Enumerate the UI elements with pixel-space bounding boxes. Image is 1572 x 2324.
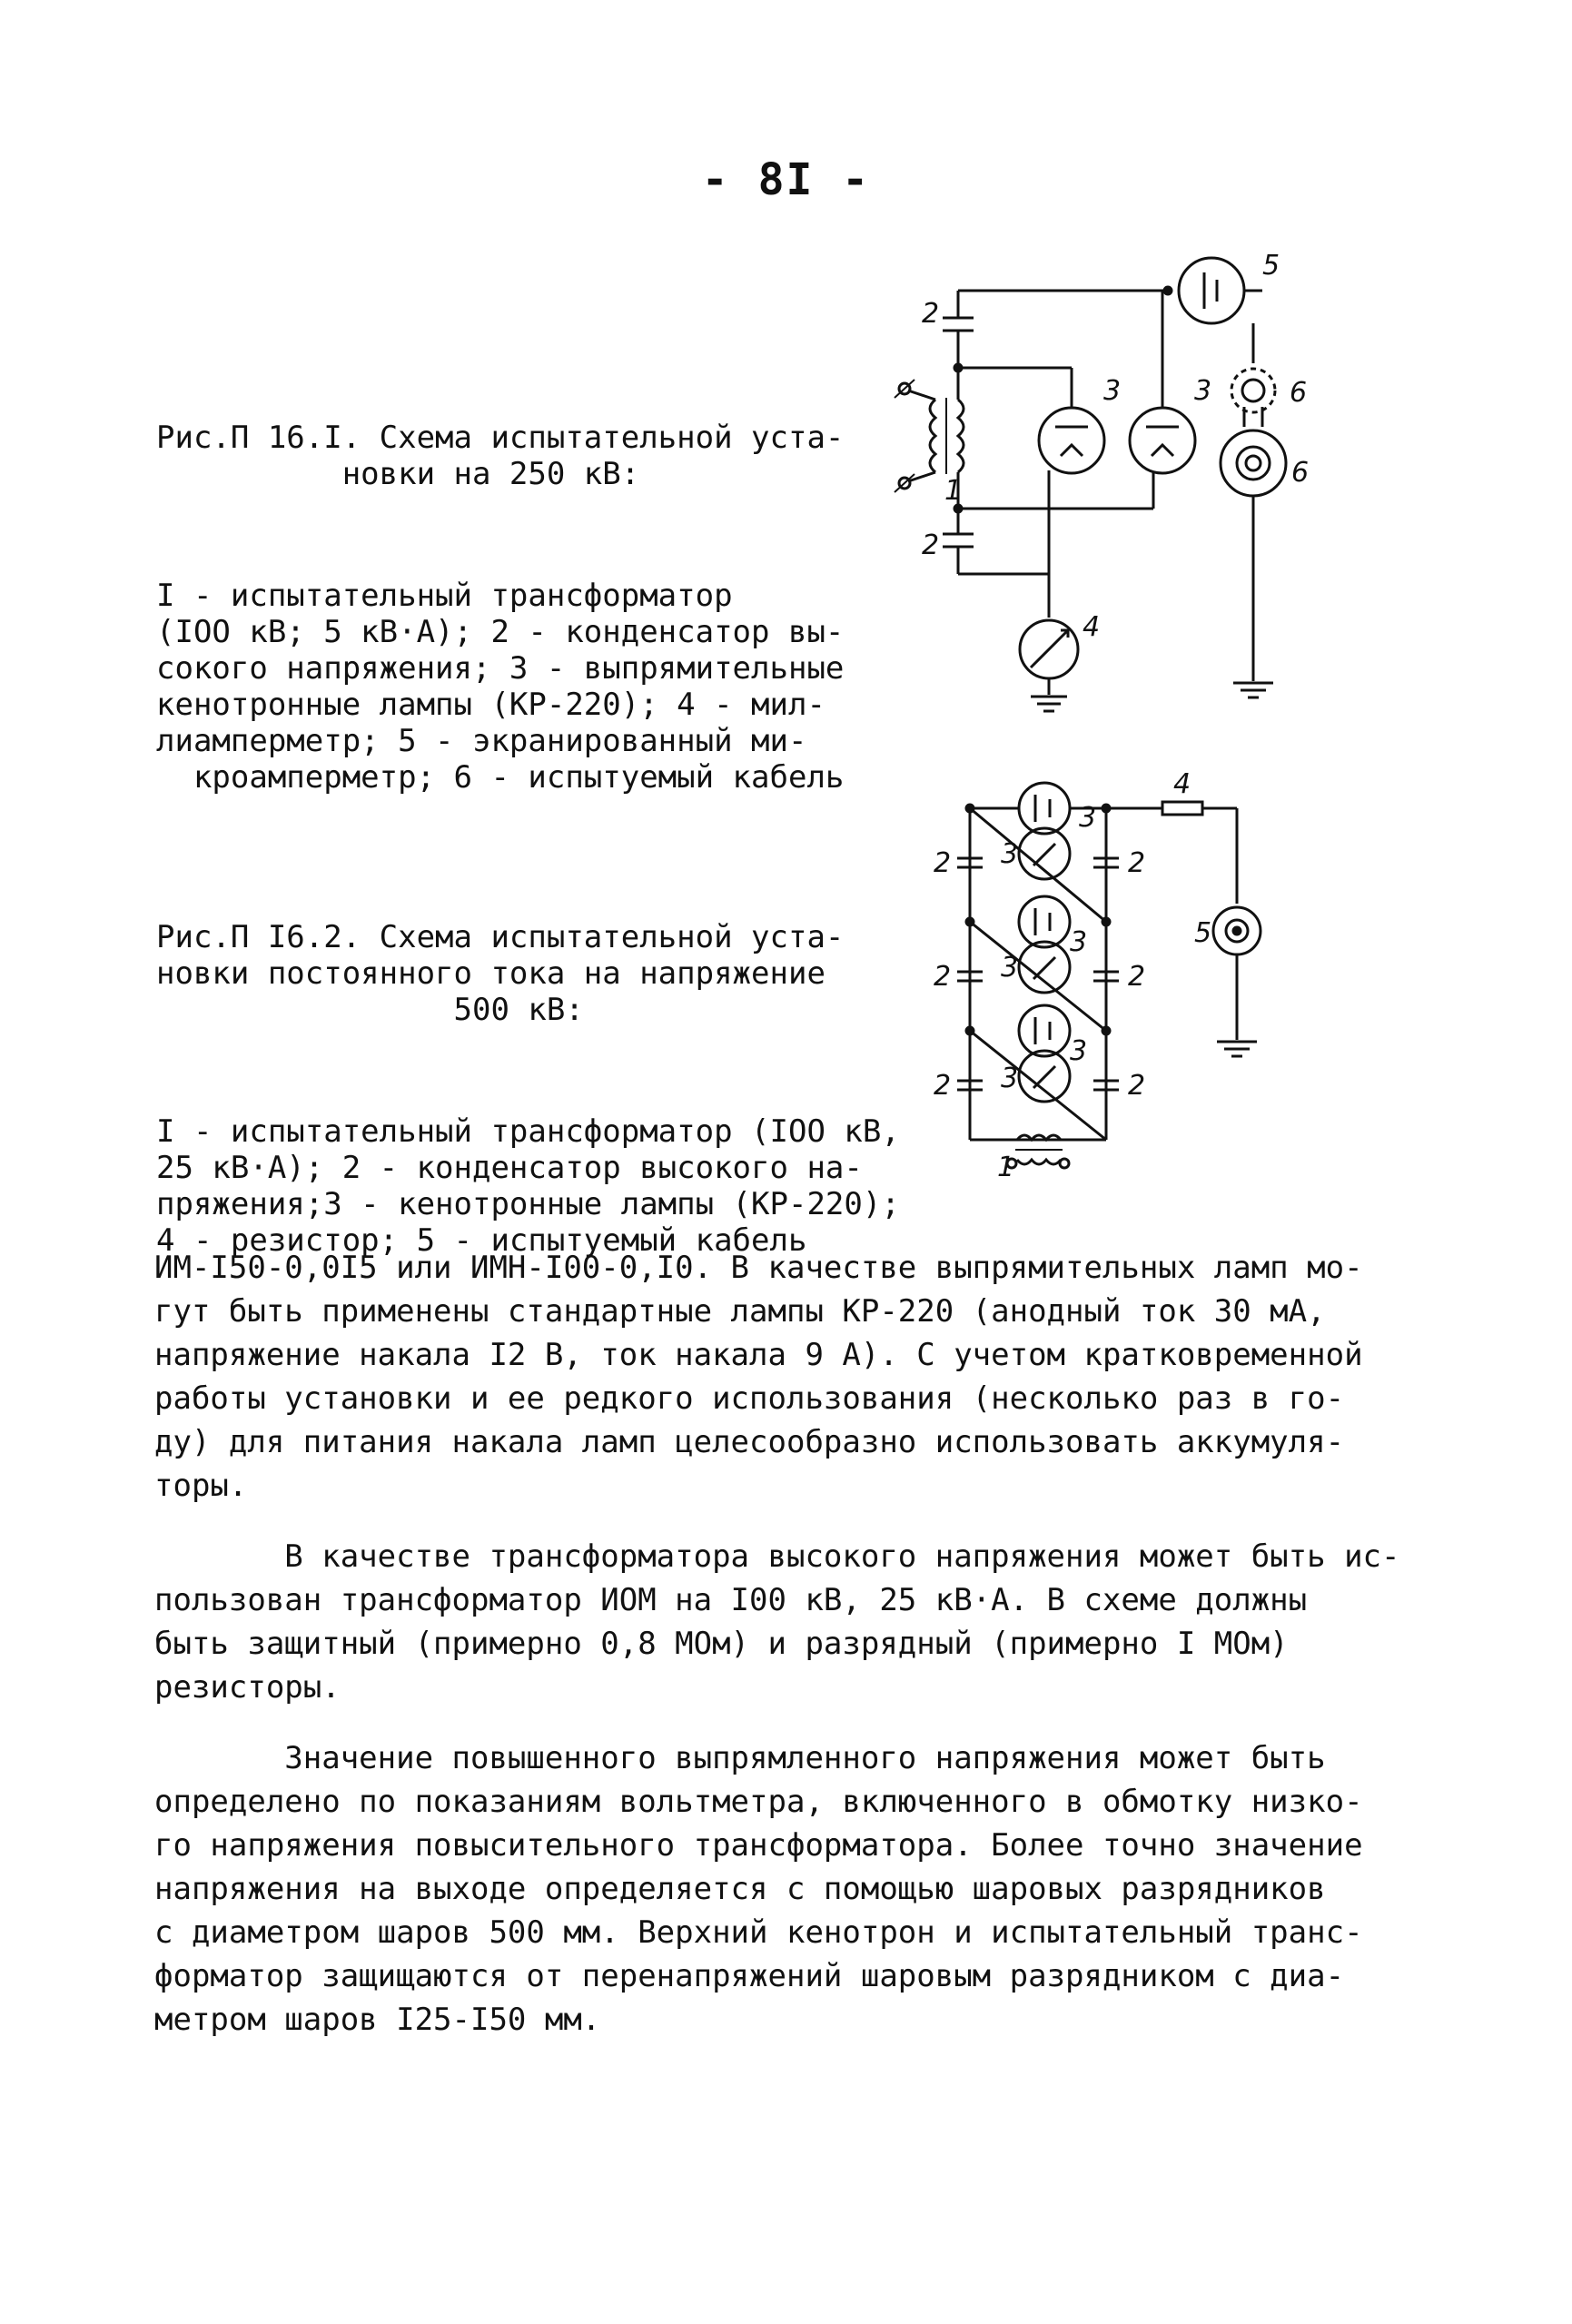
f1-label-capacitor-top: 2: [922, 298, 940, 330]
figure2-caption-legend: I - испытательный трансформатор (IOO кВ, 25 кВ·А); 2 - конденсатор высокого на- пряжения;3 - кенотронные лампы (КР-220); 4 - резистор; 5 - испытуемый кабель: [156, 1113, 900, 1259]
f2-label-capacitor-right-2: 2: [1128, 961, 1146, 993]
figure1-caption-legend: I - испытательный трансформатор (IOO кВ; 5 кВ·А); 2 - конденсатор вы- сокого напряжения; 3 - выпрямительные кенотронные лампы (КР-220); 4 - мил- лиамперметр; 5 - экранированный ми- кроамперметр; 6 - испытуемый кабель: [156, 578, 845, 796]
figure1-caption: [156, 347, 844, 832]
f1-label-cable-bottom: 6: [1291, 457, 1310, 489]
f2-label-capacitor-left-2: 2: [934, 961, 952, 993]
f2-label-capacitor-left-1: 2: [934, 847, 952, 879]
figure1-caption-title: Рис.П 16.I. Схема испытательной уста- новки на 250 кВ:: [156, 420, 845, 492]
f2-label-tube-2: 3: [1001, 838, 1019, 870]
f2-label-tube-3: 3: [1070, 926, 1088, 958]
body-paragraph-3: Значение повышенного выпрямленного напряжения может быть определено по показаниям вольтметра, включенного в обмотку низко- го напряжения повысительного трансформатора. Более точно значение напряжения на выходе определяется с помощью шаровых разрядников с диаметром шаров 500 мм. Верхний кенотрон и испытательный транс- форматор защищаются от перенапряжений шаровым разрядником с диа- метром шаров I25-I50 мм.: [154, 1740, 1363, 2038]
figure2-caption-title: Рис.П I6.2. Схема испытательной уста- новки постоянного тока на напряжение 500 кВ:: [156, 919, 845, 1028]
figure1-schematic: [845, 245, 1353, 717]
page-number: - 8I -: [701, 154, 871, 205]
f1-label-tube-left: 3: [1103, 375, 1122, 407]
body-paragraph-1: ИМ-I50-0,0I5 или ИМН-I00-0,I0. В качестве выпрямительных ламп мо- гут быть применены стандартные лампы КР-220 (анодный ток 30 мА, напряжение накала I2 В, ток накала 9 А). С учетом кратковременной работы установки и ее редкого использования (несколько раз в го- ду) для питания накала ламп целесообразно использовать аккумуля- торы.: [154, 1250, 1363, 1504]
f2-label-cable: 5: [1194, 917, 1212, 949]
f1-label-transformer: 1: [944, 475, 963, 507]
f2-label-tube-6: 3: [1001, 1063, 1019, 1094]
f2-label-tube-1: 3: [1079, 802, 1097, 834]
f1-label-milliammeter: 4: [1083, 611, 1101, 643]
figure2-caption: [156, 846, 900, 1295]
f2-label-tube-4: 3: [1001, 952, 1019, 984]
f2-label-tube-5: 3: [1070, 1035, 1088, 1067]
f1-label-capacitor-bottom: 2: [922, 529, 940, 561]
f2-label-capacitor-left-3: 2: [934, 1070, 952, 1102]
figure2-schematic: [917, 767, 1308, 1212]
f2-label-resistor: 4: [1173, 768, 1191, 800]
f1-label-cable-top: 6: [1290, 377, 1308, 409]
f2-label-transformer: 1: [997, 1152, 1015, 1183]
f1-label-tube-right: 3: [1194, 375, 1212, 407]
body-paragraph-2: В качестве трансформатора высокого напряжения может быть ис- пользован трансформатор ИОМ на I00 кВ, 25 кВ·А. В схеме должны быть защитный (примерно 0,8 МОм) и разрядный (примерно I МОм) резисторы.: [154, 1538, 1400, 1706]
body-text: [154, 1246, 1400, 2069]
f2-label-capacitor-right-3: 2: [1128, 1070, 1146, 1102]
f1-label-microammeter: 5: [1262, 250, 1280, 282]
f2-label-capacitor-right-1: 2: [1128, 847, 1146, 879]
